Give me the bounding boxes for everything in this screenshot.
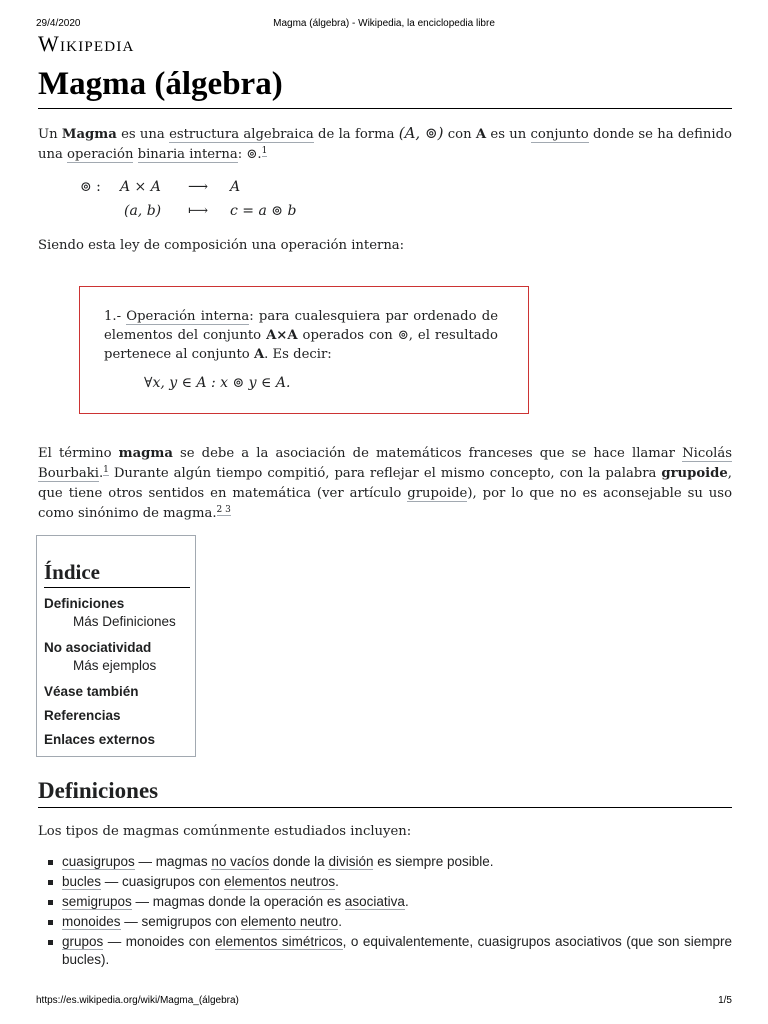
list-text: — magmas donde la operación es — [131, 894, 345, 909]
intro-text: es una — [116, 127, 170, 142]
print-url: https://es.wikipedia.org/wiki/Magma_(álgebra) — [36, 995, 239, 1006]
print-page-number: 1/5 — [718, 995, 732, 1006]
intro-text: es un — [486, 127, 531, 142]
composition-paragraph — [38, 236, 732, 256]
toc-item-mas-definiciones[interactable]: Más Definiciones — [73, 614, 176, 629]
toc-item-definiciones[interactable]: Definiciones — [44, 596, 125, 611]
list-text: es siempre posible. — [373, 854, 494, 869]
intro-text: de la forma — [313, 127, 399, 142]
composition-text: Siendo esta ley de composición una operación interna: — [38, 238, 405, 253]
formula-maps-to-arrow: ⟼ — [188, 203, 209, 219]
page-title: Magma (álgebra) — [38, 64, 732, 109]
link-asociativa[interactable]: asociativa — [344, 894, 405, 909]
print-header — [36, 18, 732, 30]
formula-arrow: ⟶ — [188, 179, 209, 195]
list-text: — semigrupos con — [120, 914, 241, 929]
set-axa: A×A — [266, 328, 298, 343]
link-elementos-neutros[interactable]: elementos neutros — [224, 874, 336, 889]
list-item — [38, 913, 732, 931]
list-item — [38, 933, 732, 969]
internal-operation-box — [79, 286, 529, 414]
reference-2-3[interactable]: 2 3 — [216, 504, 231, 515]
term-magma: Magma — [61, 127, 117, 142]
box-text-part: 1.- — [104, 309, 127, 324]
para-text: Durante algún tiempo compitió, para reflejar el mismo concepto, con la palabra — [108, 466, 662, 481]
toc-item-referencias[interactable]: Referencias — [44, 708, 121, 723]
link-operacion-interna[interactable]: Operación interna — [126, 309, 250, 324]
link-grupoide[interactable]: grupoide — [407, 486, 468, 501]
para-text: ), por lo que no es aconsejable su uso como sinónimo de magma. — [38, 486, 733, 521]
list-text: donde la — [269, 854, 329, 869]
list-item — [38, 873, 732, 891]
list-item — [38, 853, 732, 871]
reference-1[interactable]: 1 — [261, 145, 268, 156]
link-cuasigrupos[interactable]: cuasigrupos — [62, 854, 135, 869]
link-operacion[interactable]: operación — [67, 147, 134, 162]
link-estructura-algebraica[interactable]: estructura algebraica — [169, 127, 314, 142]
table-of-contents — [36, 535, 196, 757]
list-text: — magmas — [134, 854, 212, 869]
link-division[interactable]: división — [328, 854, 374, 869]
definiciones-intro — [38, 822, 732, 842]
math-pair: (A, ⊚) — [398, 124, 444, 142]
intro-text: Un — [38, 127, 62, 142]
print-document-title: Magma (álgebra) - Wikipedia, la enciclopedia libre — [273, 18, 495, 29]
link-bucles[interactable]: bucles — [62, 874, 102, 889]
quantifier-formula: ∀x, y ∈ A : x ⊚ y ∈ A. — [144, 375, 291, 391]
intro-text: donde se ha definido una — [38, 127, 732, 162]
print-footer — [36, 995, 732, 1007]
set-a: A — [475, 127, 487, 142]
box-text-part: operados con ⊚, el resultado pertenece al conjunto — [104, 328, 498, 362]
box-text-part: : para cualesquiera par ordenado de elementos del conjunto — [104, 309, 498, 343]
toc-item-vease-tambien[interactable]: Véase también — [44, 684, 139, 699]
link-no-vacios[interactable]: no vacíos — [211, 854, 270, 869]
intro-text: con — [443, 127, 476, 142]
toc-title: Índice — [44, 558, 190, 588]
list-text: — monoides con — [103, 934, 216, 949]
section-heading-definiciones: Definiciones — [38, 776, 732, 808]
para-text: El término — [38, 446, 119, 461]
link-elemento-neutro[interactable]: elemento neutro — [240, 914, 339, 929]
box-text — [104, 307, 498, 364]
box-text-part: . Es decir: — [264, 347, 332, 362]
para-text: se debe a la asociación de matemáticos franceses que se hace llamar — [172, 446, 683, 461]
link-semigrupos[interactable]: semigrupos — [62, 894, 132, 909]
link-conjunto[interactable]: conjunto — [530, 127, 589, 142]
definiciones-intro-text: Los tipos de magmas comúnmente estudiados incluyen: — [38, 824, 412, 839]
set-a: A — [253, 347, 265, 362]
formula-operator: ⊚ : — [80, 179, 101, 195]
list-text: — cuasigrupos con — [101, 874, 225, 889]
list-item — [38, 893, 732, 911]
para-text: . — [98, 466, 104, 481]
intro-text: : ⊚. — [237, 147, 262, 162]
bourbaki-paragraph — [38, 444, 732, 524]
formula-domain: A × A — [120, 179, 161, 195]
para-text: , que tiene otros sentidos en matemática (ver artículo — [38, 466, 732, 501]
formula-pair: (a, b) — [124, 203, 162, 219]
toc-item-mas-ejemplos[interactable]: Más ejemplos — [73, 658, 157, 673]
print-date: 29/4/2020 — [36, 18, 81, 29]
toc-item-no-asociatividad[interactable]: No asociatividad — [44, 640, 152, 655]
list-text: . — [338, 914, 342, 929]
intro-paragraph — [38, 123, 732, 165]
intro-text — [133, 147, 137, 162]
magma-types-list — [38, 853, 732, 971]
link-nicolas-bourbaki[interactable]: Nicolás Bourbaki — [38, 446, 733, 481]
formula-result: c = a ⊚ b — [230, 203, 297, 219]
term-grupoide: grupoide — [661, 466, 728, 481]
term-magma: magma — [118, 446, 173, 461]
reference-1[interactable]: 1 — [103, 464, 109, 475]
link-monoides[interactable]: monoides — [62, 914, 121, 929]
link-binaria-interna[interactable]: binaria interna — [137, 147, 238, 162]
list-text: . — [404, 894, 409, 909]
list-text: . — [335, 874, 339, 889]
wikipedia-logo[interactable]: Wikipedia — [38, 31, 135, 56]
link-grupos[interactable]: grupos — [62, 934, 104, 949]
formula-codomain: A — [230, 179, 241, 195]
link-elementos-simetricos[interactable]: elementos simétricos — [215, 934, 343, 949]
toc-item-enlaces-externos[interactable]: Enlaces externos — [44, 732, 156, 747]
list-text: , o equivalentemente, cuasigrupos asociativos (que son siempre bucles). — [62, 934, 733, 967]
